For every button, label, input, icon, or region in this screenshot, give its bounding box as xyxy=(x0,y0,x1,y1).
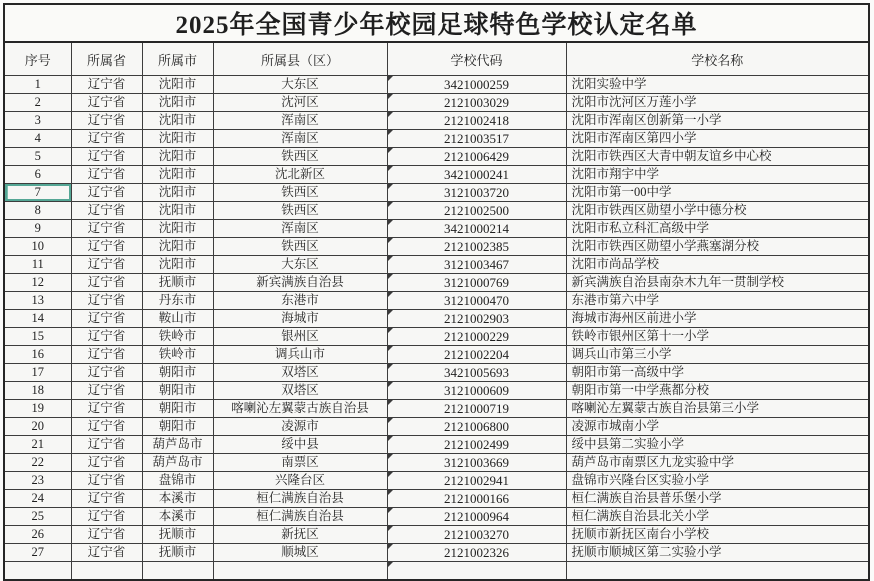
cell-code[interactable]: 2121002418 xyxy=(387,112,566,130)
cell-county[interactable]: 双塔区 xyxy=(213,382,387,400)
cell-province[interactable]: 辽宁省 xyxy=(71,328,142,346)
header-city: 所属市 xyxy=(142,42,213,76)
cell-code[interactable]: 2121002499 xyxy=(387,436,566,454)
cell-name[interactable]: 沈阳市浑南区创新第一小学 xyxy=(566,112,869,130)
cell-province[interactable]: 辽宁省 xyxy=(71,436,142,454)
table-row xyxy=(4,292,869,310)
cell-index[interactable]: 2 xyxy=(4,94,71,112)
cell-province[interactable]: 辽宁省 xyxy=(71,166,142,184)
table-row xyxy=(4,238,869,256)
cell-name[interactable]: 凌源市城南小学 xyxy=(566,418,869,436)
cell-province[interactable] xyxy=(71,562,142,581)
cell-code[interactable]: 2121002903 xyxy=(387,310,566,328)
cell-index[interactable] xyxy=(4,562,71,581)
cell-city[interactable]: 鞍山市 xyxy=(142,310,213,328)
cell-index[interactable]: 25 xyxy=(4,508,71,526)
cell-county[interactable]: 浑南区 xyxy=(213,130,387,148)
cell-name[interactable]: 桓仁满族自治县北关小学 xyxy=(566,508,869,526)
table-row xyxy=(4,112,869,130)
table-row xyxy=(4,310,869,328)
cell-code[interactable]: 2121002500 xyxy=(387,202,566,220)
cell-code[interactable]: 3421000259 xyxy=(387,76,566,94)
cell-city[interactable]: 沈阳市 xyxy=(142,94,213,112)
cell-index[interactable]: 14 xyxy=(4,310,71,328)
cell-code[interactable]: 3121003467 xyxy=(387,256,566,274)
cell-city[interactable]: 本溪市 xyxy=(142,508,213,526)
cell-code[interactable]: 3421000214 xyxy=(387,220,566,238)
cell-index[interactable]: 10 xyxy=(4,238,71,256)
cell-code[interactable] xyxy=(387,562,566,581)
table-row xyxy=(4,418,869,436)
title-row xyxy=(4,4,869,42)
cell-code[interactable]: 3121000470 xyxy=(387,292,566,310)
cell-code[interactable]: 2121000719 xyxy=(387,400,566,418)
cell-name[interactable]: 盘锦市兴隆台区实验小学 xyxy=(566,472,869,490)
cell-city[interactable]: 沈阳市 xyxy=(142,256,213,274)
table-row xyxy=(4,202,869,220)
cell-province[interactable]: 辽宁省 xyxy=(71,184,142,202)
table-row xyxy=(4,562,869,581)
cell-name[interactable]: 调兵山市第三小学 xyxy=(566,346,869,364)
header-province: 所属省 xyxy=(71,42,142,76)
cell-city[interactable]: 朝阳市 xyxy=(142,400,213,418)
table-row xyxy=(4,184,869,202)
cell-province[interactable]: 辽宁省 xyxy=(71,400,142,418)
cell-index[interactable]: 26 xyxy=(4,526,71,544)
cell-city[interactable]: 沈阳市 xyxy=(142,130,213,148)
cell-province[interactable]: 辽宁省 xyxy=(71,148,142,166)
cell-county[interactable]: 新抚区 xyxy=(213,526,387,544)
cell-index[interactable]: 13 xyxy=(4,292,71,310)
cell-city[interactable] xyxy=(142,562,213,581)
cell-code[interactable]: 2121000229 xyxy=(387,328,566,346)
cell-name[interactable]: 沈阳市铁西区勋望小学中德分校 xyxy=(566,202,869,220)
cell-index[interactable]: 16 xyxy=(4,346,71,364)
cell-county[interactable] xyxy=(213,562,387,581)
table-row xyxy=(4,166,869,184)
cell-city[interactable]: 沈阳市 xyxy=(142,148,213,166)
cell-name[interactable]: 朝阳市第一中学燕都分校 xyxy=(566,382,869,400)
table-row xyxy=(4,148,869,166)
cell-name[interactable]: 葫芦岛市南票区九龙实验中学 xyxy=(566,454,869,472)
cell-city[interactable]: 朝阳市 xyxy=(142,382,213,400)
cell-city[interactable]: 沈阳市 xyxy=(142,220,213,238)
cell-index[interactable]: 3 xyxy=(4,112,71,130)
cell-code[interactable]: 2121002326 xyxy=(387,544,566,562)
cell-county[interactable]: 银州区 xyxy=(213,328,387,346)
cell-province[interactable]: 辽宁省 xyxy=(71,382,142,400)
cell-name[interactable]: 沈阳市尚品学校 xyxy=(566,256,869,274)
cell-province[interactable]: 辽宁省 xyxy=(71,274,142,292)
cell-code[interactable]: 3121000769 xyxy=(387,274,566,292)
cell-code[interactable]: 3421000241 xyxy=(387,166,566,184)
cell-name[interactable]: 桓仁满族自治县普乐堡小学 xyxy=(566,490,869,508)
cell-code[interactable]: 2121003517 xyxy=(387,130,566,148)
cell-city[interactable]: 沈阳市 xyxy=(142,238,213,256)
cell-city[interactable]: 朝阳市 xyxy=(142,418,213,436)
cell-county[interactable]: 新宾满族自治县 xyxy=(213,274,387,292)
cell-city[interactable]: 朝阳市 xyxy=(142,364,213,382)
cell-index[interactable]: 1 xyxy=(4,76,71,94)
table-row xyxy=(4,436,869,454)
cell-code[interactable]: 2121002385 xyxy=(387,238,566,256)
cell-name[interactable]: 沈阳市铁西区大青中朝友谊乡中心校 xyxy=(566,148,869,166)
cell-index[interactable]: 5 xyxy=(4,148,71,166)
cell-county[interactable]: 铁西区 xyxy=(213,202,387,220)
cell-county[interactable]: 铁西区 xyxy=(213,148,387,166)
cell-name[interactable]: 抚顺市顺城区第二实验小学 xyxy=(566,544,869,562)
cell-city[interactable]: 沈阳市 xyxy=(142,202,213,220)
header-code: 学校代码 xyxy=(387,42,566,76)
cell-name[interactable]: 抚顺市新抚区南台小学校 xyxy=(566,526,869,544)
cell-county[interactable]: 沈河区 xyxy=(213,94,387,112)
cell-name[interactable]: 新宾满族自治县南杂木九年一贯制学校 xyxy=(566,274,869,292)
table-row xyxy=(4,400,869,418)
cell-index[interactable]: 23 xyxy=(4,472,71,490)
cell-city[interactable]: 沈阳市 xyxy=(142,76,213,94)
cell-index[interactable]: 17 xyxy=(4,364,71,382)
cell-city[interactable]: 铁岭市 xyxy=(142,328,213,346)
cell-province[interactable]: 辽宁省 xyxy=(71,508,142,526)
table-row xyxy=(4,472,869,490)
cell-county[interactable]: 桓仁满族自治县 xyxy=(213,508,387,526)
cell-code[interactable]: 2121000166 xyxy=(387,490,566,508)
table-row xyxy=(4,274,869,292)
cell-name[interactable]: 沈阳市浑南区第四小学 xyxy=(566,130,869,148)
table-row xyxy=(4,544,869,562)
cell-code[interactable]: 2121006800 xyxy=(387,418,566,436)
spreadsheet-table xyxy=(3,3,870,563)
cell-name[interactable]: 沈阳市第一00中学 xyxy=(566,184,869,202)
table-row xyxy=(4,94,869,112)
cell-province[interactable]: 辽宁省 xyxy=(71,472,142,490)
cell-name[interactable] xyxy=(566,562,869,581)
cell-province[interactable]: 辽宁省 xyxy=(71,238,142,256)
cell-county[interactable]: 海城市 xyxy=(213,310,387,328)
cell-index[interactable]: 4 xyxy=(4,130,71,148)
cell-index[interactable]: 21 xyxy=(4,436,71,454)
cell-city[interactable]: 沈阳市 xyxy=(142,112,213,130)
table-row xyxy=(4,526,869,544)
cell-name[interactable]: 沈阳市翔宇中学 xyxy=(566,166,869,184)
cell-index[interactable]: 19 xyxy=(4,400,71,418)
cell-county[interactable]: 浑南区 xyxy=(213,112,387,130)
table-row xyxy=(4,256,869,274)
cell-province[interactable]: 辽宁省 xyxy=(71,112,142,130)
cell-county[interactable]: 浑南区 xyxy=(213,220,387,238)
cell-name[interactable]: 喀喇沁左翼蒙古族自治县第三小学 xyxy=(566,400,869,418)
cell-county[interactable]: 大东区 xyxy=(213,76,387,94)
cell-index[interactable]: 6 xyxy=(4,166,71,184)
cell-county[interactable]: 铁西区 xyxy=(213,184,387,202)
table-row xyxy=(4,220,869,238)
table-row xyxy=(4,490,869,508)
cell-province[interactable]: 辽宁省 xyxy=(71,346,142,364)
table-row xyxy=(4,454,869,472)
cell-province[interactable]: 辽宁省 xyxy=(71,292,142,310)
cell-county[interactable]: 南票区 xyxy=(213,454,387,472)
cell-county[interactable]: 沈北新区 xyxy=(213,166,387,184)
cell-city[interactable]: 铁岭市 xyxy=(142,346,213,364)
cell-city[interactable]: 葫芦岛市 xyxy=(142,436,213,454)
cell-index[interactable]: 7 xyxy=(4,184,71,202)
cell-index[interactable]: 9 xyxy=(4,220,71,238)
table-row xyxy=(4,508,869,526)
cell-county[interactable]: 铁西区 xyxy=(213,238,387,256)
cell-name[interactable]: 沈阳市铁西区勋望小学燕塞湖分校 xyxy=(566,238,869,256)
cell-province[interactable]: 辽宁省 xyxy=(71,418,142,436)
cell-province[interactable]: 辽宁省 xyxy=(71,202,142,220)
header-county: 所属县（区） xyxy=(213,42,387,76)
table-row xyxy=(4,76,869,94)
cell-province[interactable]: 辽宁省 xyxy=(71,130,142,148)
cell-index[interactable]: 22 xyxy=(4,454,71,472)
table-row xyxy=(4,130,869,148)
header-name: 学校名称 xyxy=(566,42,869,76)
cell-county[interactable]: 兴隆台区 xyxy=(213,472,387,490)
cell-county[interactable]: 东港市 xyxy=(213,292,387,310)
cell-city[interactable]: 沈阳市 xyxy=(142,166,213,184)
cell-name[interactable]: 东港市第六中学 xyxy=(566,292,869,310)
cell-code[interactable]: 3421005693 xyxy=(387,364,566,382)
cell-county[interactable]: 顺城区 xyxy=(213,544,387,562)
cell-province[interactable]: 辽宁省 xyxy=(71,220,142,238)
cell-name[interactable]: 铁岭市银州区第十一小学 xyxy=(566,328,869,346)
cell-city[interactable]: 本溪市 xyxy=(142,490,213,508)
cell-city[interactable]: 丹东市 xyxy=(142,292,213,310)
cell-province[interactable]: 辽宁省 xyxy=(71,364,142,382)
cell-province[interactable]: 辽宁省 xyxy=(71,94,142,112)
cell-county[interactable]: 凌源市 xyxy=(213,418,387,436)
table-row xyxy=(4,346,869,364)
cell-code[interactable]: 2121006429 xyxy=(387,148,566,166)
cell-city[interactable]: 抚顺市 xyxy=(142,274,213,292)
table-row xyxy=(4,328,869,346)
cell-county[interactable]: 绥中县 xyxy=(213,436,387,454)
cell-name[interactable]: 沈阳市私立科汇高级中学 xyxy=(566,220,869,238)
cell-province[interactable]: 辽宁省 xyxy=(71,544,142,562)
cell-code[interactable]: 2121000964 xyxy=(387,508,566,526)
cell-city[interactable]: 抚顺市 xyxy=(142,526,213,544)
cell-province[interactable]: 辽宁省 xyxy=(71,490,142,508)
table-body xyxy=(4,76,869,581)
cell-index[interactable]: 18 xyxy=(4,382,71,400)
table-row xyxy=(4,364,869,382)
cell-index[interactable]: 8 xyxy=(4,202,71,220)
cell-county[interactable]: 桓仁满族自治县 xyxy=(213,490,387,508)
cell-city[interactable]: 沈阳市 xyxy=(142,184,213,202)
cell-name[interactable]: 沈阳实验中学 xyxy=(566,76,869,94)
cell-province[interactable]: 辽宁省 xyxy=(71,310,142,328)
cell-code[interactable]: 2121002941 xyxy=(387,472,566,490)
cell-code[interactable]: 2121003270 xyxy=(387,526,566,544)
cell-county[interactable]: 调兵山市 xyxy=(213,346,387,364)
cell-index[interactable]: 27 xyxy=(4,544,71,562)
cell-name[interactable]: 绥中县第二实验小学 xyxy=(566,436,869,454)
cell-code[interactable]: 3121000609 xyxy=(387,382,566,400)
cell-city[interactable]: 盘锦市 xyxy=(142,472,213,490)
cell-code[interactable]: 3121003720 xyxy=(387,184,566,202)
cell-code[interactable]: 2121002204 xyxy=(387,346,566,364)
cell-index[interactable]: 11 xyxy=(4,256,71,274)
cell-name[interactable]: 沈阳市沈河区万莲小学 xyxy=(566,94,869,112)
cell-name[interactable]: 朝阳市第一高级中学 xyxy=(566,364,869,382)
cell-province[interactable]: 辽宁省 xyxy=(71,454,142,472)
cell-county[interactable]: 双塔区 xyxy=(213,364,387,382)
cell-city[interactable]: 抚顺市 xyxy=(142,544,213,562)
header-row xyxy=(4,42,869,76)
cell-city[interactable]: 葫芦岛市 xyxy=(142,454,213,472)
cell-index[interactable]: 15 xyxy=(4,328,71,346)
header-index: 序号 xyxy=(4,42,71,76)
cell-index[interactable]: 20 xyxy=(4,418,71,436)
school-list-table xyxy=(3,3,870,581)
cell-county[interactable]: 大东区 xyxy=(213,256,387,274)
page-title: 2025年全国青少年校园足球特色学校认定名单 xyxy=(4,4,869,42)
cell-code[interactable]: 3121003669 xyxy=(387,454,566,472)
table-row xyxy=(4,382,869,400)
cell-code[interactable]: 2121003029 xyxy=(387,94,566,112)
cell-county[interactable]: 喀喇沁左翼蒙古族自治县 xyxy=(213,400,387,418)
cell-province[interactable]: 辽宁省 xyxy=(71,256,142,274)
cell-name[interactable]: 海城市海州区前进小学 xyxy=(566,310,869,328)
cell-index[interactable]: 24 xyxy=(4,490,71,508)
cell-province[interactable]: 辽宁省 xyxy=(71,76,142,94)
cell-index[interactable]: 12 xyxy=(4,274,71,292)
cell-province[interactable]: 辽宁省 xyxy=(71,526,142,544)
